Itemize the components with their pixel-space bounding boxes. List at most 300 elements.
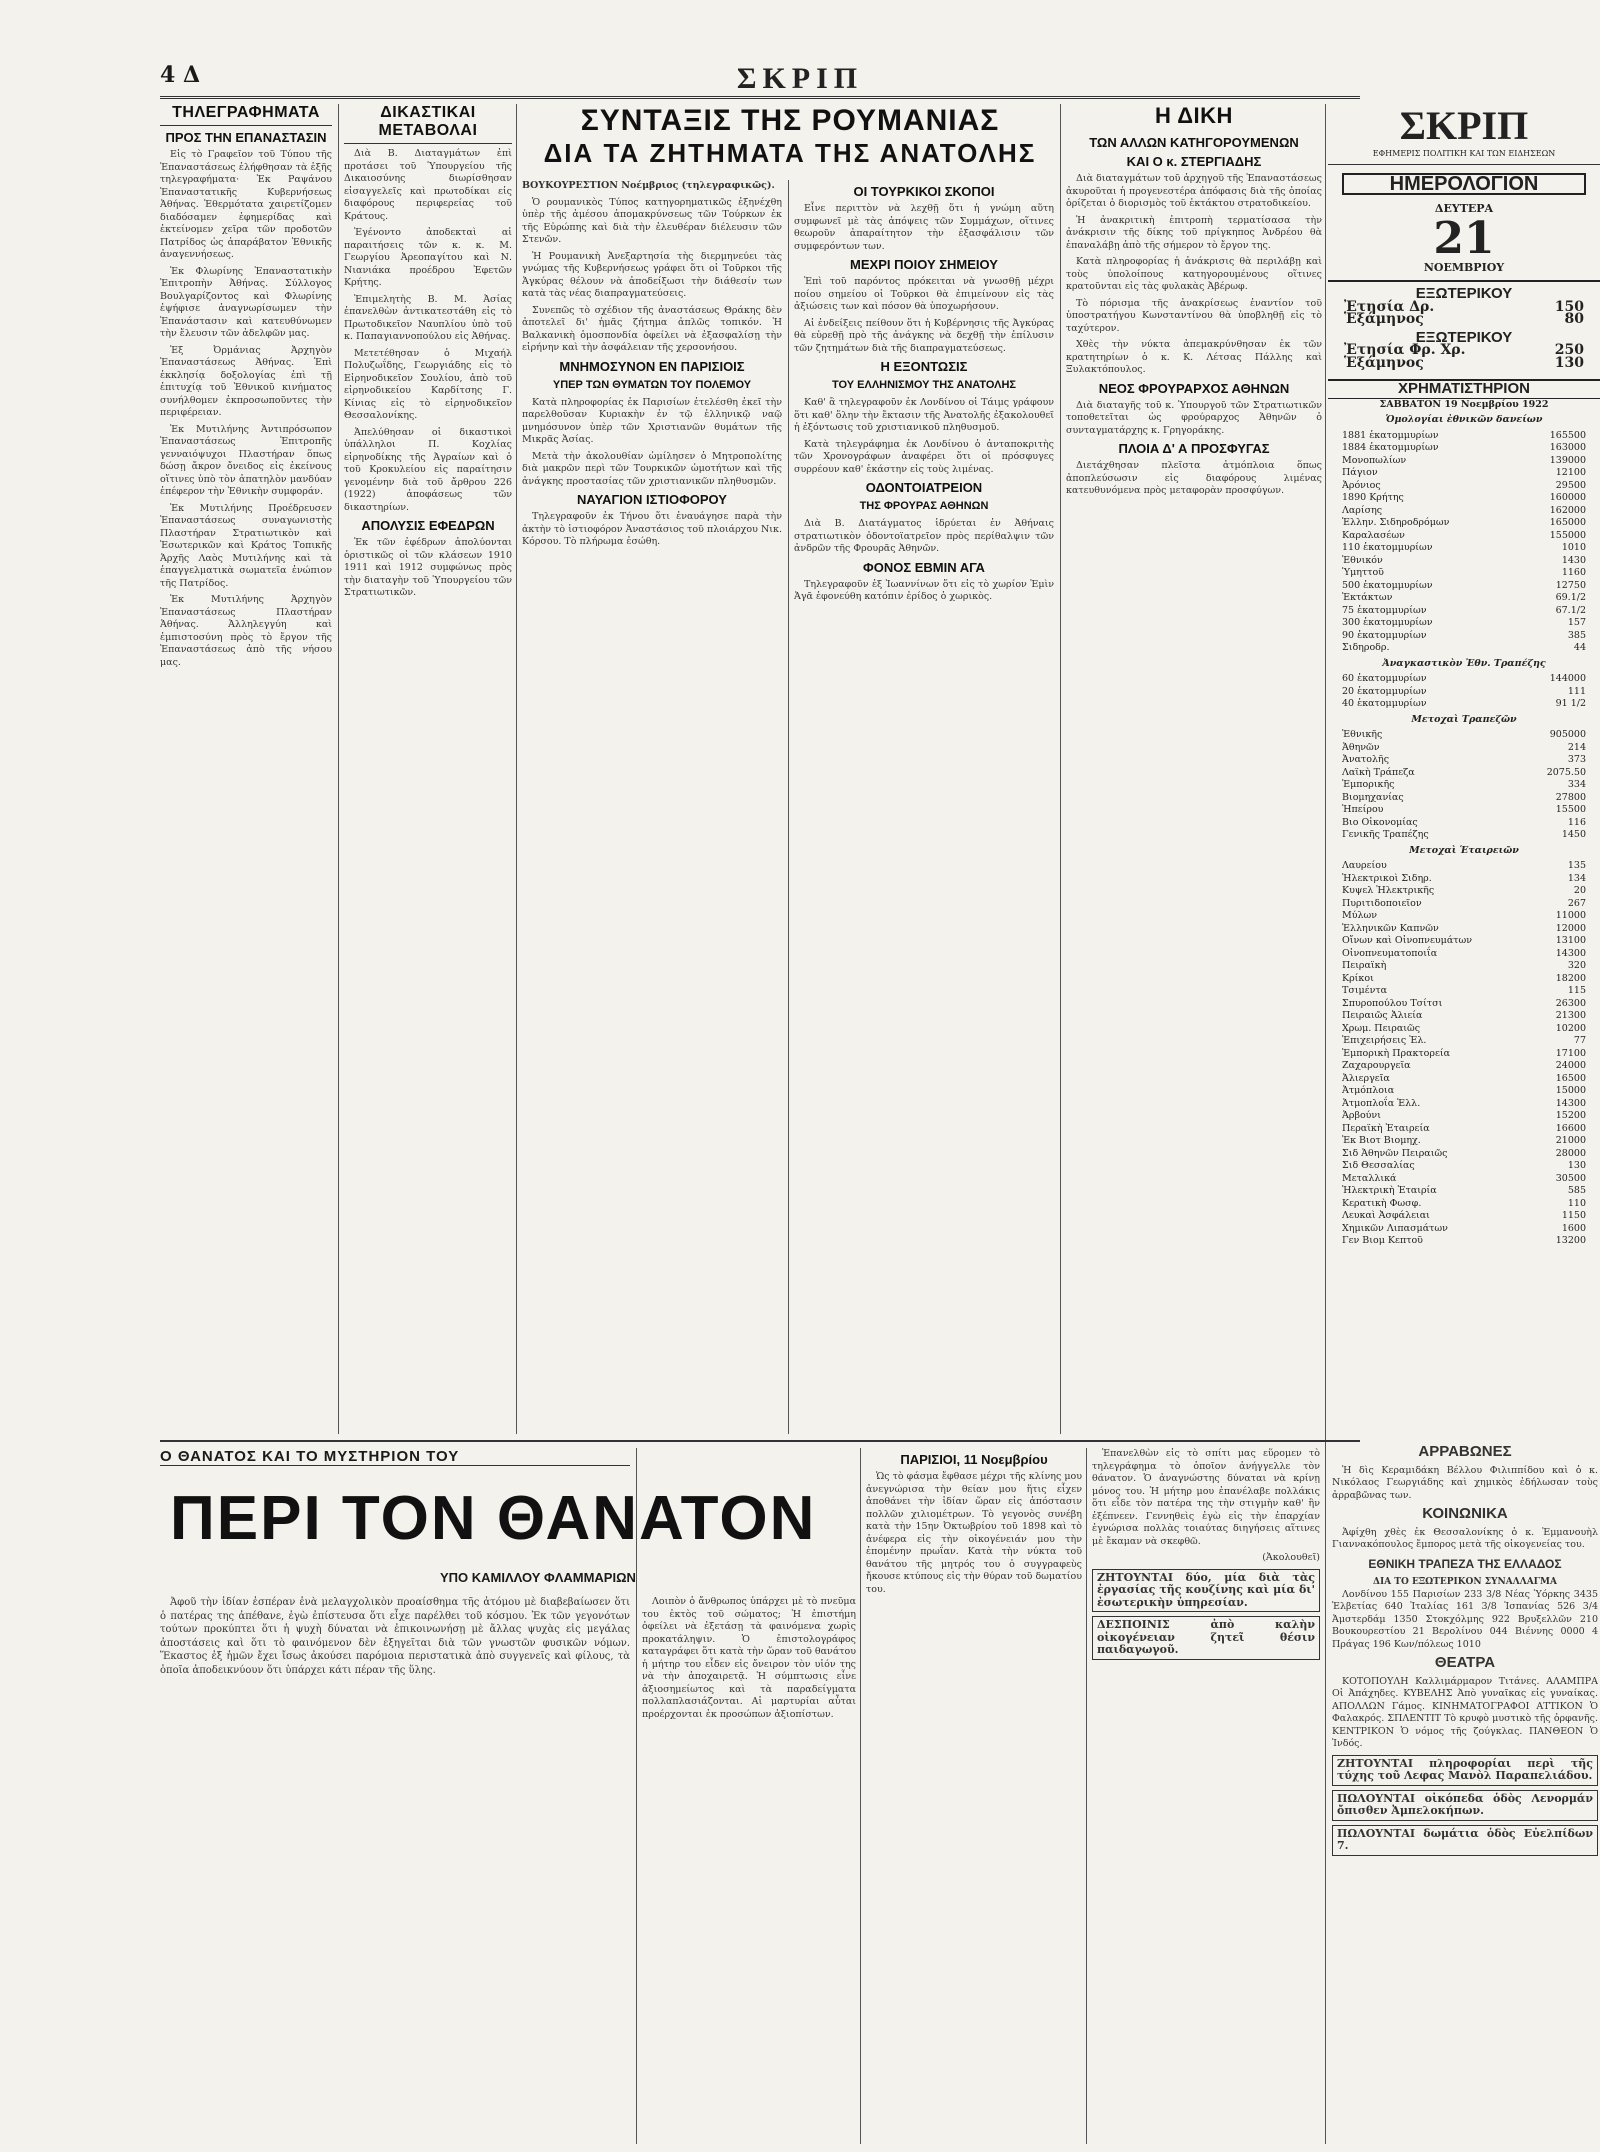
market-value: 15500 [1555, 804, 1586, 815]
exodus-paragraph: Καθ' ἃ τηλεγραφοῦν ἐκ Λονδίνου οἱ Τάιμς γράφουν ὅτι καθ' ὅλην τὴν ἔκτασιν τῆς Ἀνατολῆς ἐξακολουθεῖ ἡ ἐξόντωσις τοῦ χριστιανικοῦ πληθυσμοῦ. [794, 397, 1054, 433]
feature-column-4 [1092, 1448, 1320, 2138]
trial-subheading-2: ΚΑΙ Ο κ. ΣΤΕΡΓΙΑΔΗΣ [1126, 154, 1262, 169]
lead-b-paragraph: Ἐπὶ τοῦ παρόντος πρόκειται νὰ γνωσθῇ μέχρι ποίου σημείου οἱ Τοῦρκοι θὰ ἐπιμείνουν εἰς τὰς ἀξιώσεις των καὶ πόσον θὰ ὑποχωρήσουν. [794, 276, 1054, 312]
market-row [1328, 729, 1600, 742]
market-label: Ἀθηνῶν [1342, 741, 1380, 753]
murder-heading: ΦΟΝΟΣ ΕΒΜΙΝ ΑΓΑ [863, 559, 985, 575]
market-row [1328, 642, 1600, 655]
feature-title: ΠΕΡΙ ΤΟΝ ΘΑΝΑΤΟΝ [170, 1484, 817, 1553]
top-rule [160, 96, 1360, 99]
market-row [1328, 1010, 1600, 1023]
market-label: Ἀρβούνι [1342, 1110, 1381, 1121]
market-label: Ζαχαρουργεῖα [1342, 1060, 1411, 1071]
market-row [1328, 1023, 1600, 1036]
market-value: 12000 [1555, 922, 1586, 934]
judicial-paragraph: Ἐγένοντο ἀποδεκταὶ αἱ παραιτήσεις τῶν κ. κ. Μ. Γεωργίου Ἀρεοπαγίτου καὶ Ν. Νιανιάκα προέδρου Ἐφετῶν Κρήτης. [344, 227, 512, 288]
market-row [1328, 1173, 1600, 1186]
market-value: 12750 [1555, 579, 1586, 591]
market-row [1328, 973, 1600, 986]
stock-exchange-heading: ΧΡΗΜΑΤΙΣΤΗΡΙΟΝ [1328, 379, 1600, 399]
market-row [1328, 792, 1600, 805]
market-value: 163000 [1549, 442, 1586, 453]
market-label: Λαυρείου [1342, 860, 1387, 871]
market-label: Ἠλεκτρικὴ Ἑταιρία [1342, 1185, 1437, 1196]
market-value: 334 [1567, 779, 1586, 790]
subscription-row [1328, 313, 1600, 326]
trial-paragraph: Διὰ διαταγμάτων τοῦ ἀρχηγοῦ τῆς Ἐπαναστάσεως ἀκυροῦται ἡ προγενεστέρα ἀπόφασις διὰ τῆς ὁποίας ὁρίζεται ὁ διορισμὸς τοῦ ἐκτάκτου στρατοδικείου. [1066, 173, 1322, 209]
market-label: Κυψελ Ἠλεκτρικῆς [1342, 885, 1435, 896]
exodus-subheading: ΤΟΥ ΕΛΛΗΝΙΣΜΟΥ ΤΗΣ ΑΝΑΤΟΛΗΣ [831, 379, 1017, 391]
market-label: 1890 Κρήτης [1342, 492, 1404, 503]
trial-heading: Η ΔΙΚΗ [1155, 104, 1233, 128]
market-row [1328, 873, 1600, 886]
society-heading: ΚΟΙΝΩΝΙΚΑ [1422, 1505, 1508, 1522]
classified-ad: ΔΕΣΠΟΙΝΙΣ ἀπὸ καλὴν οἰκογένειαν ζητεῖ θέσιν παιδαγωγοῦ. [1092, 1616, 1320, 1660]
column-divider [516, 104, 517, 1434]
market-row [1328, 467, 1600, 480]
market-row [1328, 1048, 1600, 1061]
reservists-heading: ΑΠΟΛΥΣΙΣ ΕΦΕΔΡΩΝ [361, 518, 495, 533]
market-value: 10200 [1555, 1022, 1586, 1034]
market-row [1328, 480, 1600, 493]
feature-text: Ἀφοῦ τὴν ἰδίαν ἐσπέραν ἐνὰ μελαγχολικὸν προαίσθημα τῆς ἀτόμου μὲ διαβεβαίωσεν ὅτι ὁ πατέρας της ἀπέθανε, ἐγὼ ἐπίστευσα ὅτι εἶχε παρέλθει τοῦ κόσμου. Ἐκ τῶν γεγονότων τούτων προκύπτει ὅτι ἡ ψυχὴ δύναται νὰ ἐπικοινωνήσῃ μὲ ἄλλας ψυχὰς εἰς μεγάλας ἀποστάσεις καὶ ὅτι τὸ φαινόμενον δὲν ἐξηγεῖται διὰ τῶν γνωστῶν φυσικῶν νόμων. Ἕκαστος ἐξ ἡμῶν ἔχει ἴσως ἀκούσει παρόμοια περιστατικὰ ἀπὸ συγγενεῖς καὶ φίλους, τὰ ὁποῖα ἀποδεικνύουν ὅτι ὑπάρχει κάτι πέραν τῆς ὕλης. [160, 1597, 630, 1676]
feature-text: Λοιπὸν ὁ ἄνθρωπος ὑπάρχει μὲ τὸ πνεῦμα του ἐκτὸς τοῦ σώματος; Ἡ ἐπιστήμη ὀφείλει νὰ ἐξετάσῃ τὰ φαινόμενα χωρὶς προκατάληψιν. Ὁ ἐπιστολογράφος καταγράφει ὅτι κατὰ τὴν ὥραν τοῦ θανάτου ἡ μήτηρ του εἶδεν εἰς ὄνειρον τὸν υἱόν της νὰ τὴν ἀποχαιρετᾷ. Ἡ σύμπτωσις εἶνε ἀξιοσημείωτος καὶ τὰ παραδείγματα πολλαπλασιάζονται. Αἱ μαρτυρίαι αὗται προέρχονται ἐκ προσώπων ἀξιοπίστων. [642, 1596, 856, 1720]
market-label: Ἀλιεργεῖα [1342, 1072, 1390, 1084]
calendar-title: ΗΜΕΡΟΛΟΓΙΟΝ [1342, 173, 1586, 196]
market-label: 40 ἑκατομμυρίων [1342, 698, 1427, 709]
memorial-subheading: ΥΠΕΡ ΤΩΝ ΘΥΜΑΤΩΝ ΤΟΥ ΠΟΛΕΜΟΥ [552, 378, 752, 391]
market-row [1328, 1123, 1600, 1136]
market-value: 14300 [1555, 1097, 1586, 1109]
column-trial [1066, 104, 1322, 1434]
market-row [1328, 505, 1600, 518]
market-value: 1450 [1561, 829, 1586, 840]
judicial-paragraph: Ἀπελύθησαν οἱ δικαστικοὶ ὑπάλληλοι Π. Κοχλίας εἰρηνοδίκης τῆς Ἀγραίων καὶ ὁ τοῦ Κροκυλείου εἰς παραίτησιν γενομένην διὰ τοῦ ἄρθρου 226 (1922) ἀποφάσεως τῶν δικαστηρίων. [344, 426, 512, 513]
telegram-paragraph: Ἐκ Φλωρίνης Ἐπαναστατικὴν Ἐπιτροπὴν Ἀθήνας. Σύλλογος Βουλγαρίζοντος καὶ Φλωρίνης ἐψήφισε ἀναγνωρίσωμεν τὴν Ἐπανάστασιν καὶ κατευθύνωμεν τὴν ἔλευσιν τῶν ἀδελφῶν μας. [160, 265, 332, 339]
society-text: Ἀφίχθη χθὲς ἐκ Θεσσαλονίκης ὁ κ. Ἐμμανουὴλ Γιαννακόπουλος ἔμπορος μετὰ τῆς οἰκογενείας του. [1332, 1526, 1598, 1550]
exodus-heading: Η ΕΞΟΝΤΩΣΙΣ [880, 359, 968, 374]
sidebar-logo: ΣΚΡΙΠ [1399, 104, 1529, 148]
market-row [1328, 1223, 1600, 1236]
market-value: 14300 [1555, 947, 1586, 959]
market-value: 157 [1567, 617, 1586, 628]
market-value: 134 [1567, 872, 1586, 884]
market-value: 116 [1567, 816, 1586, 828]
national-bank-heading: ΕΘΝΙΚΗ ΤΡΑΠΕΖΑ ΤΗΣ ΕΛΛΑΔΟΣ [1368, 1556, 1562, 1571]
market-value: 585 [1567, 1185, 1586, 1196]
market-label: Ἠλεκτρικοὶ Σιδηρ. [1342, 872, 1432, 884]
market-label: Γεν Βιομ Κεπτοῦ [1342, 1235, 1423, 1246]
lead-paragraph: Ὁ ρουμανικὸς Τύπος κατηγορηματικῶς ἐξηνέχθη ὑπὲρ τῆς ἀμέσου ἀπομακρύνσεως τῶν Τούρκων ἐκ τῆς Εὐρώπης καὶ διὰ τὴν ἐλευθέραν διέλευσιν τῶν Στενῶν. [522, 196, 782, 245]
market-value: 162000 [1549, 504, 1586, 516]
market-label: Ἐκτάκτων [1342, 592, 1393, 603]
market-value: 135 [1567, 860, 1586, 871]
market-row [1328, 985, 1600, 998]
market-label: Ἐμπορικὴ Πρακτορεία [1342, 1047, 1451, 1059]
exchange-rates-text: Λονδίνου 155 Παρισίων 233 3/8 Νέας Ὑόρκης 3435 Ἑλβετίας 640 Ἰταλίας 161 3/8 Ἰσπανίας 526 3/4 Ἀμστερδάμ 1350 Στοκχόλμης 922 Βρυξελλῶν 210 Βουκουρεστίου 21 Βερολίνου 044 Βιέννης 0000 4 Πράγας 196 Κων/πόλεως 1010 [1332, 1588, 1598, 1650]
judicial-paragraph: Ἐκ τῶν ἐφέδρων ἀπολύονται ὁριστικῶς οἱ τῶν κλάσεων 1910 1911 καὶ 1912 συμφώνως πρὸς τὴν διαταγὴν τοῦ Ὑπουργείου τῶν Στρατιωτικῶν. [344, 537, 512, 598]
market-label: Πυριτιδοποιεῖον [1342, 897, 1422, 909]
murder-paragraph: Τηλεγραφοῦν ἐξ Ἰωαννίνων ὅτι εἰς τὸ χωρίον Ἐμὶν Ἀγᾶ ἐφονεύθη κατόπιν ἐρίδος ὁ χωρικὸς. [794, 578, 1054, 602]
market-row [1328, 910, 1600, 923]
market-label: Χημικῶν Λιπασμάτων [1342, 1222, 1448, 1234]
market-row [1328, 1098, 1600, 1111]
market-value: 320 [1567, 960, 1586, 971]
market-value: 44 [1573, 642, 1586, 653]
market-row [1328, 960, 1600, 973]
market-label: Γενικῆς Τραπέζης [1342, 829, 1429, 840]
market-value: 2075.50 [1546, 766, 1586, 778]
sidebar-calendar-market [1328, 104, 1600, 1434]
market-label: Πειραιῶς Ἀλιεία [1342, 1010, 1423, 1021]
feature-text: Ὡς τὸ φάσμα ἔφθασε μέχρι τῆς κλίνης μου ἀνεγνώρισα τὴν θείαν μου ἥτις εἶχεν ἀποθάνει τὴν ἰδίαν ὥραν εἰς ἀπόστασιν πολλῶν χιλιομέτρων. Τὸ γεγονὸς συνέβη κατὰ τὴν 15ην Ὀκτωβρίου τοῦ 1898 καὶ τὸ ἀνέφερα εἰς τὴν οἰκογένειάν μου τὴν ἐπομένην πρωΐαν. Κατὰ τὴν νύκτα τοῦ θανάτου τῆς μητρός του ὁ συγγραφεὺς ἤκουσε κτύπους εἰς τὴν θύραν τοῦ δωματίου του. [866, 1471, 1082, 1595]
market-row [1328, 779, 1600, 792]
lead-headline [520, 104, 1060, 168]
market-value: 27800 [1555, 791, 1586, 803]
market-row [1328, 860, 1600, 873]
market-label: 75 ἑκατομμυρίων [1342, 604, 1427, 616]
subscription-row [1328, 354, 1600, 371]
market-value: 160000 [1549, 492, 1586, 503]
calendar-day-number: 21 [1433, 212, 1495, 264]
market-label: Ἐπιχειρήσεις Ἐλ. [1342, 1035, 1427, 1046]
garrison-commander-heading: ΝΕΟΣ ΦΡΟΥΡΑΡΧΟΣ ΑΘΗΝΩΝ [1098, 380, 1290, 396]
market-label: Ἐκ Βιοτ Βιομηχ. [1342, 1135, 1421, 1146]
dental-clinic-subheading: ΤΗΣ ΦΡΟΥΡΑΣ ΑΘΗΝΩΝ [859, 500, 989, 512]
market-row [1328, 1185, 1600, 1198]
column-divider [1060, 104, 1061, 1434]
dental-clinic-heading: ΟΔΟΝΤΟΙΑΤΡΕΙΟΝ [865, 480, 983, 495]
market-value: 373 [1567, 754, 1586, 765]
lead-dateline: ΒΟΥΚΟΥΡΕΣΤΙΟΝ Νοέμβριος (τηλεγραφικῶς). [522, 180, 775, 191]
market-value: 1010 [1561, 542, 1586, 553]
subscription-label: Ἐτησία Δρ. [1344, 298, 1435, 315]
market-value: 16600 [1555, 1122, 1586, 1134]
market-label: Λαρίσης [1342, 504, 1383, 516]
market-label: 90 ἑκατομμυρίων [1342, 629, 1427, 641]
market-row [1328, 804, 1600, 817]
refugee-ships-paragraph: Διετάχθησαν πλεῖστα ἀτμόπλοια ὅπως ἀποπλεύσωσιν εἰς διαφόρους λιμένας κατευθυνόμενα πρὸς μεταφορὰν προσφύγων. [1066, 460, 1322, 496]
market-row [1328, 1235, 1600, 1248]
market-row [1328, 567, 1600, 580]
dental-clinic-paragraph: Διὰ Β. Διατάγματος ἱδρύεται ἐν Ἀθήναις στρατιωτικὸν ὀδοντοϊατρεῖον πρὸς περίθαλψιν τῶν ἀνδρῶν τῆς Φρουρᾶς Ἀθηνῶν. [794, 518, 1054, 554]
telegram-paragraph: Ἐκ Μυτιλήνης Προέδρευσεν Ἐπαναστάσεως συναγωνιστὴς Πλαστήραν Στρατιωτικὸν καὶ Ἐσωτερικῶν καὶ Κράτος Τοπικῆς Ἀρχῆς Λαὸς Μυτιλήνης καὶ τὰ ἐπαγγελματικὰ σωματεῖα ἐνώπιον τῆς Πατρίδος. [160, 502, 332, 589]
market-row [1328, 430, 1600, 443]
lead-headline-line1: ΣΥΝΤΑΞΙΣ ΤΗΣ ΡΟΥΜΑΝΙΑΣ [580, 104, 1000, 137]
market-row [1328, 442, 1600, 455]
lead-b-paragraph: Εἶνε περιττὸν νὰ λεχθῇ ὅτι ἡ γνώμη αὕτη συμφωνεῖ μὲ τὰς ἀπόψεις τῶν Συμμάχων, οἵτινες θεωροῦν ἀπαραίτητον τὴν ἐξασφάλισιν τῶν συμφερόντων των. [794, 203, 1054, 252]
market-list [1328, 673, 1600, 711]
calendar-day-name: ΔΕΥΤΕΡΑ [1434, 202, 1494, 215]
market-value: 13200 [1555, 1235, 1586, 1246]
market-row [1328, 1210, 1600, 1223]
market-row [1328, 1085, 1600, 1098]
subscription-domestic-heading: ΕΞΩΤΕΡΙΚΟΥ [1415, 285, 1513, 302]
market-group-heading: Ἀναγκαστικὸν Ἐθν. Τραπέζης [1382, 657, 1546, 669]
column-divider [860, 1448, 861, 2144]
telegrams-subheading: ΠΡΟΣ ΤΗΝ ΕΠΑΝΑΣΤΑΣΙΝ [165, 130, 327, 145]
market-value: 18200 [1555, 972, 1586, 984]
market-label: Σπυροπούλου Τσίτσι [1342, 997, 1443, 1009]
market-label: Σιδ Ἀθηνῶν Πειραιῶς [1342, 1147, 1448, 1159]
telegram-paragraph: Εἰς τὸ Γραφεῖον τοῦ Τύπου τῆς Ἐπαναστάσεως ἐλήφθησαν τὰ ἑξῆς τηλεγραφήματα· Ἐκ Ραψάνου Ἐπαναστατικῆς Κυβερνήσεως Ἀθήνας. Ἐθερμότατα χαιρετίζομεν διαδόσαμεν ἐφημερίδας καὶ ἐκτείνομεν χεῖρα τῶν προδοτῶν Πατρίδος ὡς ἀπαράβατον Ἐθνικῆς ἀναγεννήσεως. [160, 149, 332, 260]
market-row [1328, 767, 1600, 780]
sidebar-logo-subtitle: ΕΦΗΜΕΡΙΣ ΠΟΛΙΤΙΚΗ ΚΑΙ ΤΩΝ ΕΙΔΗΣΕΩΝ [1328, 148, 1600, 165]
market-label: Βιομηχανίας [1342, 791, 1404, 803]
classified-ad: ΖΗΤΟΥΝΤΑΙ πληροφορίαι περὶ τῆς τύχης τοῦ Λεφας Μανὸλ Παραπελιάδου. [1332, 1755, 1598, 1786]
market-row [1328, 742, 1600, 755]
judicial-paragraph: Μετετέθησαν ὁ Μιχαήλ Πολυζωΐδης, Γεωργιάδης εἰς τὸ Εἰρηνοδικεῖον Σουλίου, ἀπὸ τοῦ εἰρηνοδικείου Καρδίτσης Γ. Κίνιας εἰς τὸ εἰρηνοδικεῖον Θεσσαλονίκης. [344, 347, 512, 421]
market-label: Μύλων [1342, 910, 1378, 921]
subscription-value: 250 [1554, 342, 1584, 358]
feature-column-2 [642, 1596, 856, 2136]
market-value: 30500 [1555, 1172, 1586, 1184]
column-lead-a [522, 180, 782, 1434]
column-divider [1325, 104, 1326, 2144]
market-value: 15200 [1555, 1110, 1586, 1121]
market-label: Μονοπωλίων [1342, 454, 1407, 466]
shipwreck-paragraph: Τηλεγραφοῦν ἐκ Τήνου ὅτι ἐναυάγησε παρὰ τὴν ἀκτὴν τὸ ἱστιοφόρον Ἀναστάσιος τοῦ πλοιάρχου Νικ. Κόρσου. Τὸ πλήρωμα ἐσώθη. [522, 511, 782, 547]
market-value: 1150 [1561, 1210, 1586, 1221]
market-label: Λαϊκὴ Τράπεζα [1342, 766, 1415, 778]
market-value: 13100 [1555, 935, 1586, 946]
market-value: 24000 [1555, 1060, 1586, 1071]
market-row [1328, 898, 1600, 911]
market-row [1328, 829, 1600, 842]
market-value: 139000 [1549, 454, 1586, 466]
market-value: 115 [1567, 985, 1586, 996]
market-row [1328, 455, 1600, 468]
market-value: 12100 [1555, 467, 1586, 478]
subscription-value: 130 [1554, 354, 1584, 371]
market-label: 300 ἑκατομμυρίων [1342, 617, 1433, 628]
market-value: 905000 [1549, 729, 1586, 740]
market-value: 110 [1567, 1197, 1586, 1209]
market-value: 29500 [1555, 479, 1586, 491]
market-row [1328, 923, 1600, 936]
market-value: 15000 [1555, 1085, 1586, 1096]
telegrams-heading: ΤΗΛΕΓΡΑΦΗΜΑΤΑ [160, 104, 332, 126]
calendar-month: ΝΟΕΜΒΡΙΟΥ [1328, 262, 1600, 283]
market-row [1328, 673, 1600, 686]
judicial-paragraph: Διὰ Β. Διαταγμάτων ἐπὶ προτάσει τοῦ Ὑπουργείου τῆς Δικαιοσύνης διωρίσθησαν εἰσαγγελεῖς καὶ πρωτοδίκαι εἰς διαφόρους περιφερείας τοῦ Κράτους. [344, 148, 512, 222]
judicial-heading: ΔΙΚΑΣΤΙΚΑΙ ΜΕΤΑΒΟΛΑΙ [344, 104, 512, 144]
column-divider [636, 1448, 637, 2144]
market-row [1328, 542, 1600, 555]
market-label: 1881 ἑκατομμυρίων [1342, 429, 1439, 441]
memorial-paragraph: Μετὰ τὴν ἀκολουθίαν ὡμίλησεν ὁ Μητροπολίτης διὰ μακρῶν περὶ τῶν Τουρκικῶν ὠμοτήτων καὶ τῆς ἀνάγκης προστασίας τῶν χριστιανικῶν πληθυσμῶν. [522, 450, 782, 487]
stock-exchange-date: ΣΑΒΒΑΤΟΝ 19 Νοεμβρίου 1922 [1379, 398, 1549, 410]
market-row [1328, 948, 1600, 961]
market-label: Ἑλλην. Σιδηροδρόμων [1342, 517, 1450, 528]
market-row [1328, 1060, 1600, 1073]
classified-ad: ΖΗΤΟΥΝΤΑΙ δύο, μία διὰ τὰς ἐργασίας τῆς κουζίνης καὶ μία δι' ἐσωτερικὴν ὑπηρεσίαν. [1092, 1569, 1320, 1613]
feature-column-1 [160, 1596, 630, 2136]
lead-headline-line2: ΔΙΑ ΤΑ ΖΗΤΗΜΑΤΑ ΤΗΣ ΑΝΑΤΟΛΗΣ [543, 138, 1037, 168]
market-row [1328, 580, 1600, 593]
market-list [1328, 860, 1600, 1248]
market-row [1328, 698, 1600, 711]
market-label: Βιο Οἰκονομίας [1342, 816, 1418, 828]
continued-note: (Ἀκολουθεῖ) [1262, 1552, 1320, 1563]
market-label: 60 ἑκατομμυρίων [1342, 673, 1427, 684]
market-group-heading: Μετοχαὶ Ἑταιρειῶν [1409, 844, 1519, 856]
market-row [1328, 817, 1600, 830]
refugee-ships-heading: ΠΛΟΙΑ Δ' Α ΠΡΟΣΦΥΓΑΣ [1118, 441, 1270, 456]
feature-text: Ἐπανελθὼν εἰς τὸ σπίτι μας εὕρομεν τὸ τηλεγράφημα τὸ ὁποῖον ἀνήγγελλε τὸν θάνατον. Ὁ ἀναγνώστης δύναται νὰ κρίνῃ μόνος του. Ἡ μήτηρ μου ἐπανέλαβε πολλάκις ὅτι εἶδε τὸν πατέρα της τὴν στιγμὴν καθ' ἣν ἐξέπνεεν. Γεννηθεὶς ἐγὼ εἰς τὴν ἐπαρχίαν ἐγνώρισα πολλὰς τοιαύτας διηγήσεις αἵτινες μὲ ἔκαμαν νὰ σκεφθῶ. [1092, 1448, 1320, 1547]
feature-byline: ΥΠΟ ΚΑΜΙΛΛΟΥ ΦΛΑΜΜΑΡΙΩΝ [440, 1570, 636, 1585]
subscription-foreign-heading: ΕΞΩΤΕΡΙΚΟΥ [1415, 328, 1513, 346]
market-label: Ἀνατολῆς [1342, 754, 1390, 765]
market-row [1328, 1148, 1600, 1161]
market-label: Ἐθνικῆς [1342, 729, 1383, 740]
market-label: Ἠπείρου [1342, 804, 1384, 815]
market-row [1328, 754, 1600, 767]
market-row [1328, 935, 1600, 948]
section-rule [160, 1440, 1360, 1442]
market-label: Κερατικὴ Φωσφ. [1342, 1197, 1422, 1209]
market-row [1328, 517, 1600, 530]
column-divider [338, 104, 339, 1434]
feature-column-3 [866, 1448, 1082, 2138]
market-value: 17100 [1555, 1047, 1586, 1059]
market-value: 111 [1567, 685, 1586, 697]
trial-paragraph: Τὸ πόρισμα τῆς ἀνακρίσεως ἐναντίον τοῦ ὑποστρατήγου Κωνσταντίνου θὰ ὑποβληθῇ εἰς τὸ ταχύτερον. [1066, 297, 1322, 334]
market-label: Ἀτμοπλοΐα Ἑλλ. [1342, 1097, 1421, 1109]
market-row [1328, 555, 1600, 568]
market-label: 110 ἑκατομμυρίων [1342, 542, 1433, 553]
market-row [1328, 530, 1600, 543]
market-label: Ἐθνικόν [1342, 554, 1383, 566]
market-label: Πειραϊκὴ [1342, 960, 1387, 971]
market-value: 26300 [1555, 997, 1586, 1009]
engagements-heading: ΑΡΡΑΒΩΝΕΣ [1418, 1443, 1512, 1460]
market-label: 500 ἑκατομμυρίων [1342, 579, 1433, 591]
market-label: Οἴνων καὶ Οἰνοπνευμάτων [1342, 935, 1473, 946]
market-row [1328, 617, 1600, 630]
market-value: 77 [1573, 1035, 1586, 1046]
market-label: Ἀτμόπλοια [1342, 1085, 1395, 1096]
turkish-aims-heading: ΟΙ ΤΟΥΡΚΙΚΟΙ ΣΚΟΠΟΙ [853, 184, 995, 199]
subscription-value: 80 [1564, 311, 1584, 327]
market-label: Πάγιον [1342, 467, 1378, 478]
sidebar-lower [1332, 1440, 1598, 2144]
trial-subheading: ΤΩΝ ΑΛΛΩΝ ΚΑΤΗΓΟΡΟΥΜΕΝΩΝ [1089, 135, 1299, 150]
market-row [1328, 1198, 1600, 1211]
market-row [1328, 1110, 1600, 1123]
market-value: 165500 [1549, 429, 1586, 441]
paris-dateline: ΠΑΡΙΣΙΟΙ, 11 Νοεμβρίου [900, 1452, 1048, 1467]
theatres-heading: ΘΕΑΤΡΑ [1434, 1654, 1496, 1671]
memorial-paragraph: Κατὰ πληροφορίας ἐκ Παρισίων ἐτελέσθη ἐκεῖ τὴν παρελθοῦσαν Κυριακὴν ἐν τῷ ἑλληνικῷ ναῷ μνημόσυνον ὑπὲρ τῶν Χριστιανῶν θυμάτων τῆς Μικρᾶς Ἀσίας. [522, 396, 782, 445]
market-value: 69.1/2 [1555, 592, 1586, 603]
market-row [1328, 605, 1600, 618]
market-label: Μεταλλικά [1342, 1172, 1397, 1184]
market-row [1328, 492, 1600, 505]
market-value: 28000 [1555, 1147, 1586, 1159]
feature-kicker: Ο ΘΑΝΑΤΟΣ ΚΑΙ ΤΟ ΜΥΣΤΗΡΙΟΝ ΤΟΥ [160, 1448, 630, 1466]
market-row [1328, 885, 1600, 898]
trial-paragraph: Χθὲς τὴν νύκτα ἀπεμακρύνθησαν ἐκ τῶν κρατητηρίων ὁ κ. Κ. Λέτσας Πάλλης καὶ Ξυλακτόπουλος. [1066, 339, 1322, 375]
market-value: 165000 [1549, 517, 1586, 528]
classified-ad: ΠΩΛΟΥΝΤΑΙ δωμάτια ὁδὸς Εὐελπίδων 7. [1332, 1825, 1598, 1856]
subscription-label: Ἑξάμηνος [1344, 354, 1424, 371]
subscription-label: Ἑξάμηνος [1344, 311, 1424, 327]
market-row [1328, 630, 1600, 643]
shipwreck-heading: ΝΑΥΑΓΙΟΝ ΙΣΤΙΟΦΟΡΟΥ [577, 492, 727, 507]
column-lead-b [794, 180, 1054, 1434]
engagements-text: Ἡ δὶς Κεραμιδάκη Βέλλου Φιλιππίδου καὶ ὁ κ. Νικόλαος Γεωργιάδης καὶ χημικὸς ἐδήλωσαν τοὺς ἀρραβῶνας των. [1332, 1464, 1598, 1501]
judicial-paragraph: Ἐπιμελητὴς Β. Μ. Ἀσίας ἐπανελθὼν ἀντικατεστάθη εἰς τὸ Πρωτοδικεῖον Ναυπλίου ὑπὸ τοῦ κ. Παπαγιαννοπούλου εἰς Ἀθήνας. [344, 293, 512, 342]
market-value: 144000 [1549, 673, 1586, 684]
theatres-text: ΚΟΤΟΠΟΥΛΗ Καλλιμάρμαρον Τιτάνες. ΑΛΑΜΠΡΑ Οἱ Ἀπάχηδες. ΚΥΒΕΛΗΣ Ἀπὸ γυναῖκας εἰς γυναίκας. ΑΠΟΛΛΩΝ Γάμος. ΚΙΝΗΜΑΤΟΓΡΑΦΟΙ ΑΤΤΙΚΟΝ Ὁ Φαλακρός. ΣΠΛΕΝΤΙΤ Τὸ κρυφὸ μυστικὸ τῆς ὀρφανῆς. ΚΕΝΤΡΙΚΟΝ Ὁ νόμος τῆς ζούγκλας. ΠΑΝΘΕΟΝ Ὁ Ἰνδός. [1332, 1675, 1598, 1749]
column-judicial [344, 104, 512, 1434]
market-label: 20 ἑκατομμυρίων [1342, 685, 1427, 697]
memorial-heading: ΜΝΗΜΟΣΥΝΟΝ ΕΝ ΠΑΡΙΣΙΟΙΣ [559, 358, 745, 374]
subscription-label: Ἐτησία Φρ. Χρ. [1344, 342, 1466, 358]
exodus-paragraph: Κατὰ τηλεγράφημα ἐκ Λονδίνου ὁ ἀνταποκριτὴς τῶν Χρονογράφων ἀναφέρει ὅτι οἱ πρόσφυγες συρρέουν καθ' ἑκάστην εἰς τοὺς λιμένας. [794, 438, 1054, 475]
market-row [1328, 1035, 1600, 1048]
market-value: 21300 [1555, 1010, 1586, 1021]
lead-paragraph: Ἡ Ρουμανικὴ Ἀνεξαρτησία τὴς διερμηνεύει τὰς γνώμας τῆς Κυβερνήσεως γράφει ὅτι οἱ Τοῦρκοι τῆς Ἀγκύρας θέλουν νὰ ἀποδείξωσι τὴν διάθεσίν των κατὰ τὰς νέας διαπραγματεύσεις. [522, 250, 782, 299]
market-label: Περαϊκὴ Ἑταιρεία [1342, 1122, 1430, 1134]
column-divider [788, 180, 789, 1434]
market-row [1328, 1135, 1600, 1148]
market-value: 214 [1567, 741, 1586, 753]
market-row [1328, 1160, 1600, 1173]
market-group-heading: Ὁμολογίαι ἐθνικῶν δανείων [1385, 414, 1543, 425]
market-row [1328, 998, 1600, 1011]
market-label: Τσιμέντα [1342, 985, 1388, 996]
market-label: Ἀρόνιος [1342, 479, 1381, 491]
market-value: 155000 [1549, 529, 1586, 541]
market-group-heading: Μετοχαὶ Τραπεζῶν [1411, 713, 1517, 725]
trial-paragraph: Ἡ ἀνακριτικὴ ἐπιτροπὴ τερματίσασα τὴν ἀνάκρισιν τῆς δίκης τοῦ πρίγκηπος Ἀνδρέου θὰ ἐπαναλάβῃ ἀπὸ τῆς σήμερον τὸ ἔργον της. [1066, 214, 1322, 251]
market-list [1328, 729, 1600, 842]
column-telegrams [160, 104, 332, 1434]
market-label: Κρίκοι [1342, 972, 1374, 984]
market-label: Ἐμπορικῆς [1342, 779, 1395, 790]
column-divider [1086, 1448, 1087, 2144]
until-which-point-heading: ΜΕΧΡΙ ΠΟΙΟΥ ΣΗΜΕΙΟΥ [850, 257, 998, 272]
market-row [1328, 1073, 1600, 1086]
telegram-paragraph: Ἐκ Μυτιλήνης Ἀντιπρόσωπον Ἐπαναστάσεως Ἐπιτροπῆς γενναιόψυχοι Πλαστήραν ὅπως δώσῃ ἄκρον ὄνειδος εἰς ἐκείνους οἵτινες ὑπὸ τὸν ἀπατηλὸν μανδύαν ἐπέφερον τὴν Ἐθνικὴν συμφοράν. [160, 423, 332, 497]
market-label: Ἑλληνικῶν Καπνῶν [1342, 922, 1439, 934]
market-value: 20 [1573, 885, 1586, 896]
lead-b-paragraph: Αἱ ἐνδείξεις πείθουν ὅτι ἡ Κυβέρνησις τῆς Ἀγκύρας θὰ εὑρεθῇ πρὸ τῆς ἀνάγκης νὰ δεχθῇ τὴν ἐπίλυσιν τῶν ζητημάτων διὰ τῆς διαπραγματεύσεως. [794, 317, 1054, 354]
market-value: 21000 [1555, 1135, 1586, 1146]
market-value: 11000 [1555, 910, 1586, 921]
lead-paragraph: Συνεπῶς τὸ σχέδιον τῆς ἀναστάσεως Θράκης δὲν ἀποτελεῖ δι' ἡμᾶς ζήτημα ἀπλῶς τοπικόν. Ἡ Βαλκανικὴ ὁμοσπονδία ὀφείλει νὰ ἐξασφαλίσῃ τὴν εἰρήνην καὶ τὴν ἀσφάλειαν τῆς χερσονήσου. [522, 304, 782, 353]
market-value: 385 [1567, 629, 1586, 641]
classified-ad: ΠΩΛΟΥΝΤΑΙ οἰκόπεδα ὁδὸς Λενορμάν ὄπισθεν Ἀμπελοκήπων. [1332, 1790, 1598, 1821]
market-label: Χρωμ. Πειραιῶς [1342, 1022, 1421, 1034]
market-label: Ὑμηττοῦ [1342, 567, 1384, 578]
masthead-title: ΣΚΡΙΠ [736, 62, 864, 95]
market-label: Οἰνοπνευματοποιΐα [1342, 947, 1438, 959]
telegram-paragraph: Ἐκ Μυτιλήνης Ἀρχηγὸν Ἐπαναστάσεως Πλαστήραν Ἀθήνας. Ἀλληλεγγύη καὶ ἐμπιστοσύνη πρὸς τὸ ἔργον τῆς Ἐπαναστάσεως ἀπὸ τῆς νήσου μας. [160, 594, 332, 668]
page-mark: 4 Δ [160, 62, 201, 88]
market-label: 1884 ἑκατομμυρίων [1342, 442, 1439, 453]
trial-paragraph: Κατὰ πληροφορίας ἡ ἀνάκρισις θὰ περιλάβῃ καὶ τοὺς ὑπολοίπους κατηγορουμένους οἵτινες κρατοῦνται εἰς τὰς φυλακὰς Ἀβέρωφ. [1066, 256, 1322, 292]
market-value: 91 1/2 [1555, 698, 1586, 709]
garrison-paragraph: Διὰ διαταγῆς τοῦ κ. Ὑπουργοῦ τῶν Στρατιωτικῶν τοποθετεῖται ὡς φρούραρχος Ἀθηνῶν ὁ συνταγματάρχης κ. Γρηγοράκης. [1066, 399, 1322, 436]
market-value: 267 [1567, 897, 1586, 909]
market-label: Καραλασέων [1342, 529, 1405, 541]
market-value: 1430 [1561, 554, 1586, 566]
market-row [1328, 592, 1600, 605]
market-label: Λευκαὶ Ἀσφάλειαι [1342, 1210, 1430, 1221]
